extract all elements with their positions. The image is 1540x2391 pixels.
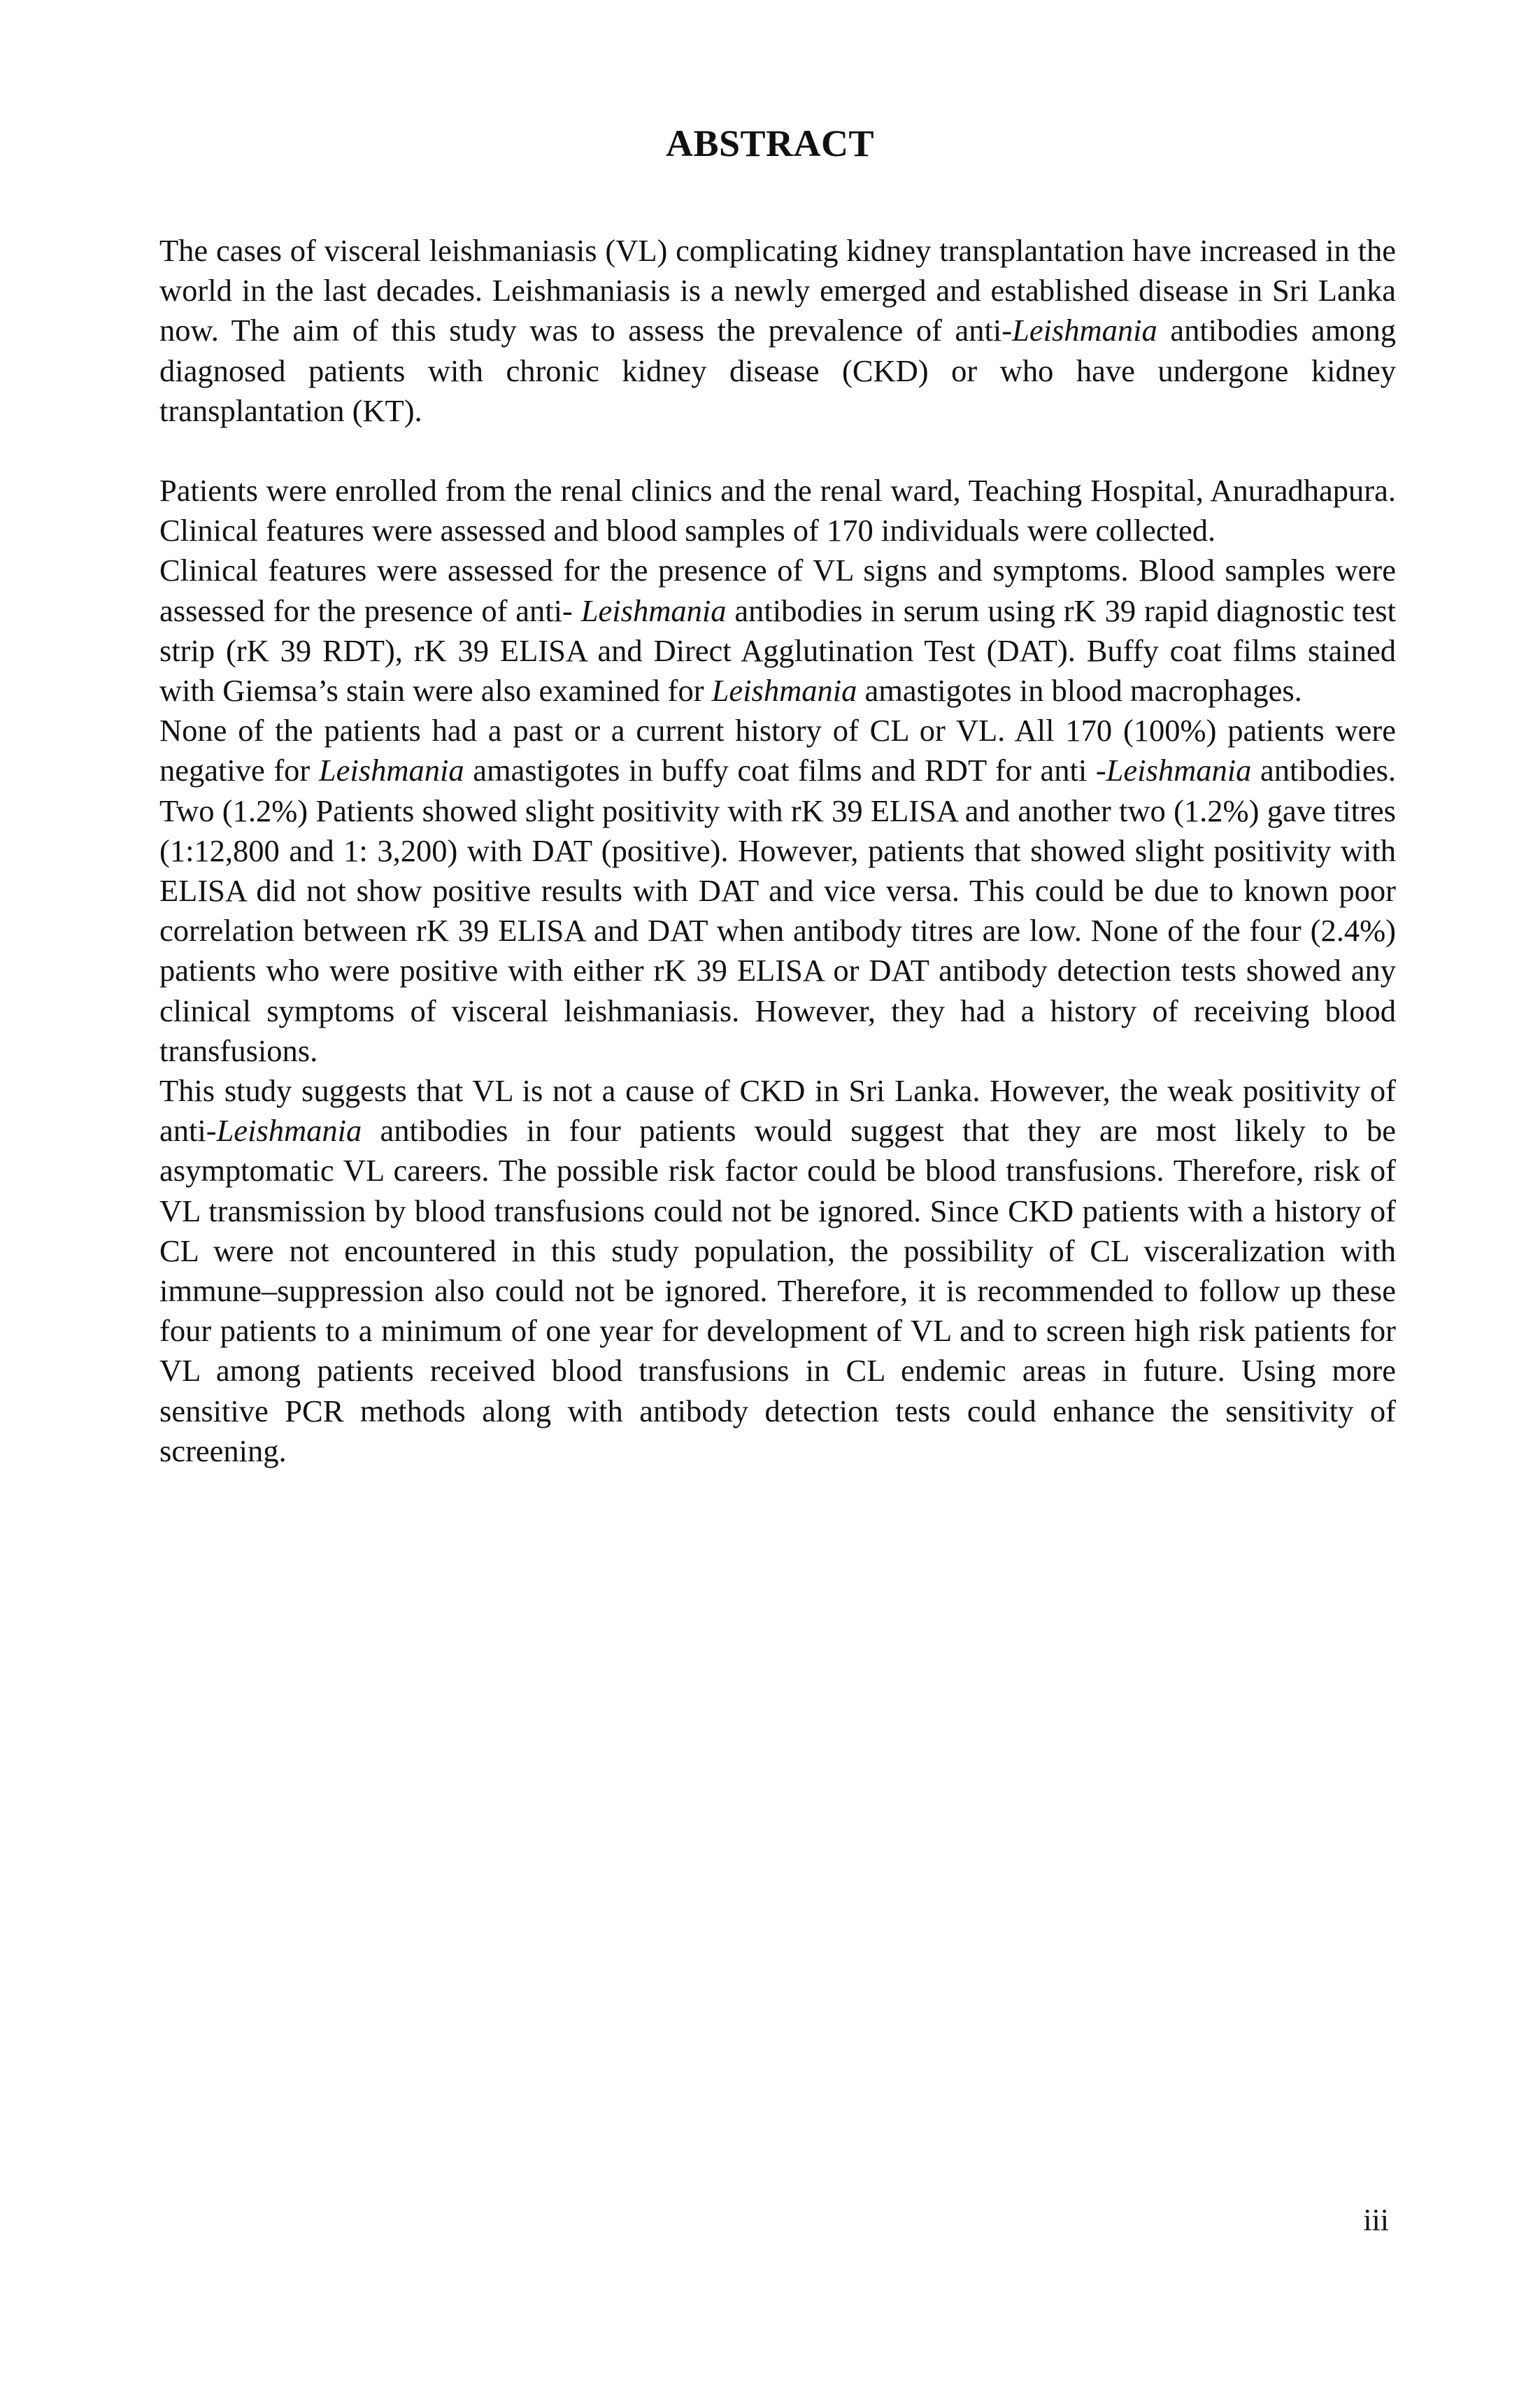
paragraph-results: None of the patients had a past or a current history of CL or VL. All 170 (100%) patients were negative for Leishmania amastigotes in buffy coat films and RDT for anti -Leishmania antibodies. Two (1.2%) Patients showed slight positivity with rK 39 ELISA and another two (1.2%) gave titres (1:12,800 and 1: 3,200) with DAT (positive). However, patients that showed slight positivity with ELISA did not show positive results with DAT and vice versa. This could be due to known poor correlation between rK 39 ELISA and DAT when antibody titres are low. None of the four (2.4%) patients who were positive with either rK 39 ELISA or DAT antibody detection tests showed any clinical symptoms of visceral leishmaniasis. However, they had a history of receiving blood transfusions. (159, 713, 1397, 1068)
paragraph-conclusion: This study suggests that VL is not a cause of CKD in Sri Lanka. However, the weak positivity of anti-Leishmania antibodies in four patients would suggest that they are most likely to be asymptomatic VL careers. The possible risk factor could be blood transfusions. Therefore, risk of VL transmission by blood transfusions could not be ignored. Since CKD patients with a history of CL were not encountered in this study population, the possibility of CL visceralization with immune–suppression also could not be ignored. Therefore, it is recommended to follow up these four patients to a minimum of one year for development of VL and to screen high risk patients for VL among patients received blood transfusions in CL endemic areas in future. Using more sensitive PCR methods along with antibody detection tests could enhance the sensitivity of screening. (159, 1073, 1396, 1468)
abstract-body (159, 231, 1396, 1471)
paragraph-intro: The cases of visceral leishmaniasis (VL) complicating kidney transplantation have increased in the world in the last decades. Leishmaniasis is a newly emerged and established disease in Sri Lanka now. The aim of this study was to assess the prevalence of anti-Leishmania antibodies among diagnosed patients with chronic kidney disease (CKD) or who have undergone kidney transplantation (KT). (159, 233, 1396, 428)
paragraph-spacer (159, 431, 1396, 471)
page-number: iii (1363, 2203, 1389, 2237)
paragraph-methods-assessment: Clinical features were assessed for the presence of VL signs and symptoms. Blood samples were assessed for the presence of anti- Leishmania antibodies in serum using rK 39 rapid diagnostic test strip (rK 39 RDT), rK 39 ELISA and Direct Agglutination Test (DAT). Buffy coat films stained with Giemsa’s stain were also examined for Leishmania amastigotes in blood macrophages. (159, 553, 1396, 709)
page-title: ABSTRACT (665, 122, 875, 164)
paragraph-methods-enrollment: Patients were enrolled from the renal clinics and the renal ward, Teaching Hospital, Anuradhapura. Clinical features were assessed and blood samples of 170 individuals were collected. (159, 473, 1396, 548)
